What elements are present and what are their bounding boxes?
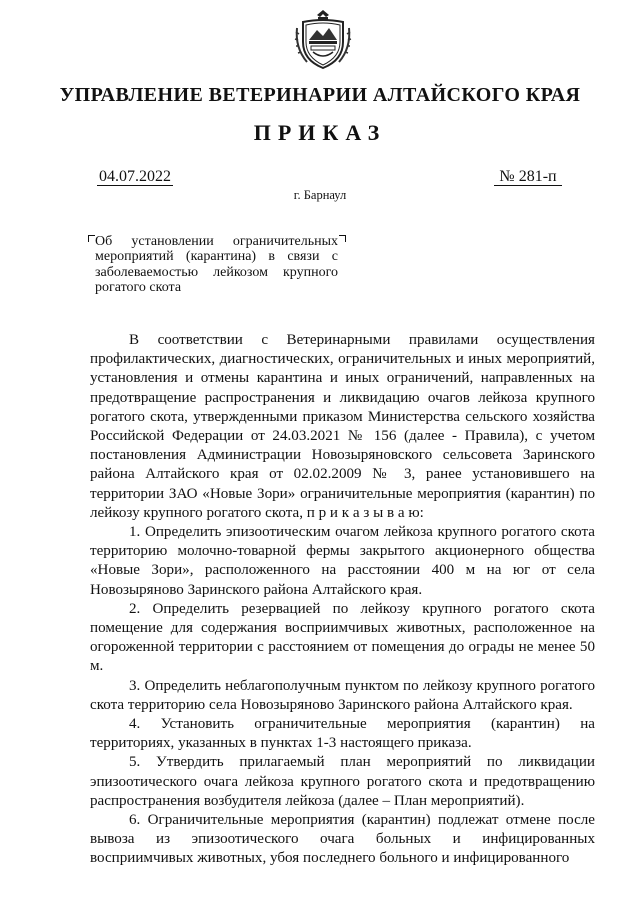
order-subject: Об установлении ограничительных мероприятий (карантина) в связи с заболеваемостью лейкозом крупного рогатого скота xyxy=(95,234,338,296)
order-body xyxy=(90,331,595,869)
subject-bracket-left xyxy=(88,235,95,242)
city-name: г. Барнаул xyxy=(293,188,347,202)
document-type-title: ПРИКАЗ xyxy=(253,120,387,145)
order-number: № 281-п xyxy=(494,168,562,186)
order-item-2: 2. Определить резервацией по лейкозу крупного рогатого скота помещение для содержания восприимчивых животных, расположенное на огороженной территории с расстоянием от помещения до ограды не менее 50 м. xyxy=(90,600,595,675)
order-date: 04.07.2022 xyxy=(99,168,171,185)
coat-of-arms-icon xyxy=(293,8,353,70)
order-item-1: 1. Определить эпизоотическим очагом лейкоза крупного рогатого скота территорию молочно-товарной фермы закрытого акционерного общества «Новые Зори», расположенного на расстоянии 400 м на юг от села Новозыряново Заринского района Алтайского края. xyxy=(90,524,595,598)
order-item-4: 4. Установить ограничительные мероприятия (карантин) на территориях, указанных в пунктах 1-3 настоящего приказа. xyxy=(90,716,595,752)
order-item-3: 3. Определить неблагополучным пунктом по лейкозу крупного рогатого скота территорию села Новозыряново Заринского района Алтайского края. xyxy=(90,677,595,713)
order-item-5: 5. Утвердить прилагаемый план мероприятий по ликвидации эпизоотического очага лейкоза крупного рогатого скота и предотвращению распространения возбудителя лейкоза (далее – План мероприятий). xyxy=(90,754,595,809)
body-intro: В соответствии с Ветеринарными правилами осуществления профилактических, диагностических, ограничительных и иных мероприятий, установления и отмены карантина и иных ограничений, направленных на предотвращение распространения и ликвидацию очагов лейкоза крупного рогатого скота, утвержденными приказом Министерства сельского хозяйства Российской Федерации от 24.03.2021 № 156 (далее - Правила), с учетом постановления Администрации Новозыряновского сельсовета Заринского района Алтайского края от 02.02.2009 № 3, ранее установившего на территории ЗАО «Новые Зори» ограничительные мероприятия (карантин) по лейкозу крупного рогатого скота, п р и к а з ы в а ю: xyxy=(90,332,595,521)
organization-name: УПРАВЛЕНИЕ ВЕТЕРИНАРИИ АЛТАЙСКОГО КРАЯ xyxy=(59,84,581,106)
order-item-6: 6. Ограничительные мероприятия (карантин) подлежат отмене после вывоза из эпизоотического очага больных и инфицированных восприимчивых животных, убоя последнего больного и инфицированного xyxy=(90,812,595,867)
subject-bracket-right xyxy=(339,235,346,242)
